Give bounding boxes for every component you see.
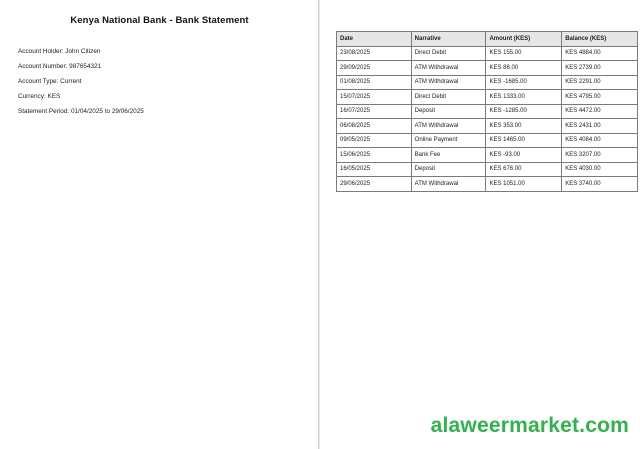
cell-narrative: Direct Debit <box>411 46 486 61</box>
cell-date: 23/08/2025 <box>337 46 412 61</box>
cell-amount: KES 88.00 <box>486 61 562 76</box>
cell-balance: KES 2431.00 <box>562 119 638 134</box>
table-row <box>337 177 638 192</box>
table-row <box>337 119 638 134</box>
table-row <box>337 148 638 163</box>
cell-date: 06/08/2025 <box>337 119 412 134</box>
info-value: 01/04/2025 to 29/06/2025 <box>70 108 144 115</box>
info-label: Statement Period : <box>18 108 71 115</box>
currency-line <box>18 93 60 100</box>
cell-balance: KES 2739.00 <box>562 61 638 76</box>
cell-balance: KES 4084.00 <box>562 133 638 148</box>
cell-date: 15/07/2025 <box>337 90 412 105</box>
table-row <box>337 61 638 76</box>
column-header-narrative: Narrative <box>411 32 486 47</box>
cell-amount: KES 155.00 <box>486 46 562 61</box>
cell-date: 01/08/2025 <box>337 75 412 90</box>
cell-amount: KES -1685.00 <box>486 75 562 90</box>
account-type-line <box>18 78 81 85</box>
cell-date: 15/06/2025 <box>337 148 412 163</box>
info-value: KES <box>47 93 61 100</box>
cell-amount: KES 1051.00 <box>486 177 562 192</box>
table-row <box>337 162 638 177</box>
cell-date: 16/07/2025 <box>337 104 412 119</box>
info-label: Account Type : <box>18 78 60 85</box>
cell-narrative: ATM Withdrawal <box>411 177 486 192</box>
cell-balance: KES 4795.00 <box>562 90 638 105</box>
cell-balance: KES 4030.00 <box>562 162 638 177</box>
table-row <box>337 133 638 148</box>
table-row <box>337 90 638 105</box>
transactions-table <box>336 31 638 192</box>
cell-amount: KES 353.00 <box>486 119 562 134</box>
cell-narrative: Direct Debit <box>411 90 486 105</box>
cell-narrative: Bank Fee <box>411 148 486 163</box>
cell-balance: KES 3740.00 <box>562 177 638 192</box>
account-number-line <box>18 63 101 70</box>
table-row <box>337 104 638 119</box>
statement-page-left <box>0 0 319 449</box>
table-row <box>337 75 638 90</box>
cell-balance: KES 3207.00 <box>562 148 638 163</box>
cell-amount: KES -93.00 <box>486 148 562 163</box>
statement-period-line <box>18 108 144 115</box>
watermark-text: alaweermarket.com <box>430 414 629 437</box>
cell-narrative: Deposit <box>411 104 486 119</box>
statement-title: Kenya National Bank - Bank Statement <box>70 15 249 26</box>
cell-balance: KES 4884.00 <box>562 46 638 61</box>
cell-date: 29/09/2025 <box>337 61 412 76</box>
info-value: John Citizen <box>65 48 101 55</box>
info-value: Current <box>60 78 82 85</box>
info-value: 987654321 <box>69 63 102 70</box>
cell-date: 16/05/2025 <box>337 162 412 177</box>
info-label: Account Number : <box>18 63 69 70</box>
cell-amount: KES 676.00 <box>486 162 562 177</box>
column-header-balance: Balance (KES) <box>562 32 638 47</box>
table-header-row <box>337 32 638 47</box>
account-holder-line <box>18 48 100 55</box>
cell-amount: KES -1285.00 <box>486 104 562 119</box>
table-row <box>337 46 638 61</box>
column-header-date: Date <box>337 32 412 47</box>
cell-narrative: Online Payment <box>411 133 486 148</box>
cell-narrative: ATM Withdrawal <box>411 119 486 134</box>
cell-narrative: Deposit <box>411 162 486 177</box>
cell-date: 09/05/2025 <box>337 133 412 148</box>
cell-date: 29/06/2025 <box>337 177 412 192</box>
info-label: Currency : <box>18 93 48 100</box>
cell-narrative: ATM Withdrawal <box>411 75 486 90</box>
statement-page-right <box>320 0 640 449</box>
cell-amount: KES 1465.00 <box>486 133 562 148</box>
cell-narrative: ATM Withdrawal <box>411 61 486 76</box>
column-header-amount: Amount (KES) <box>486 32 562 47</box>
info-label: Account Holder : <box>18 48 65 55</box>
cell-balance: KES 4472.00 <box>562 104 638 119</box>
cell-amount: KES 1333.00 <box>486 90 562 105</box>
cell-balance: KES 2291.00 <box>562 75 638 90</box>
